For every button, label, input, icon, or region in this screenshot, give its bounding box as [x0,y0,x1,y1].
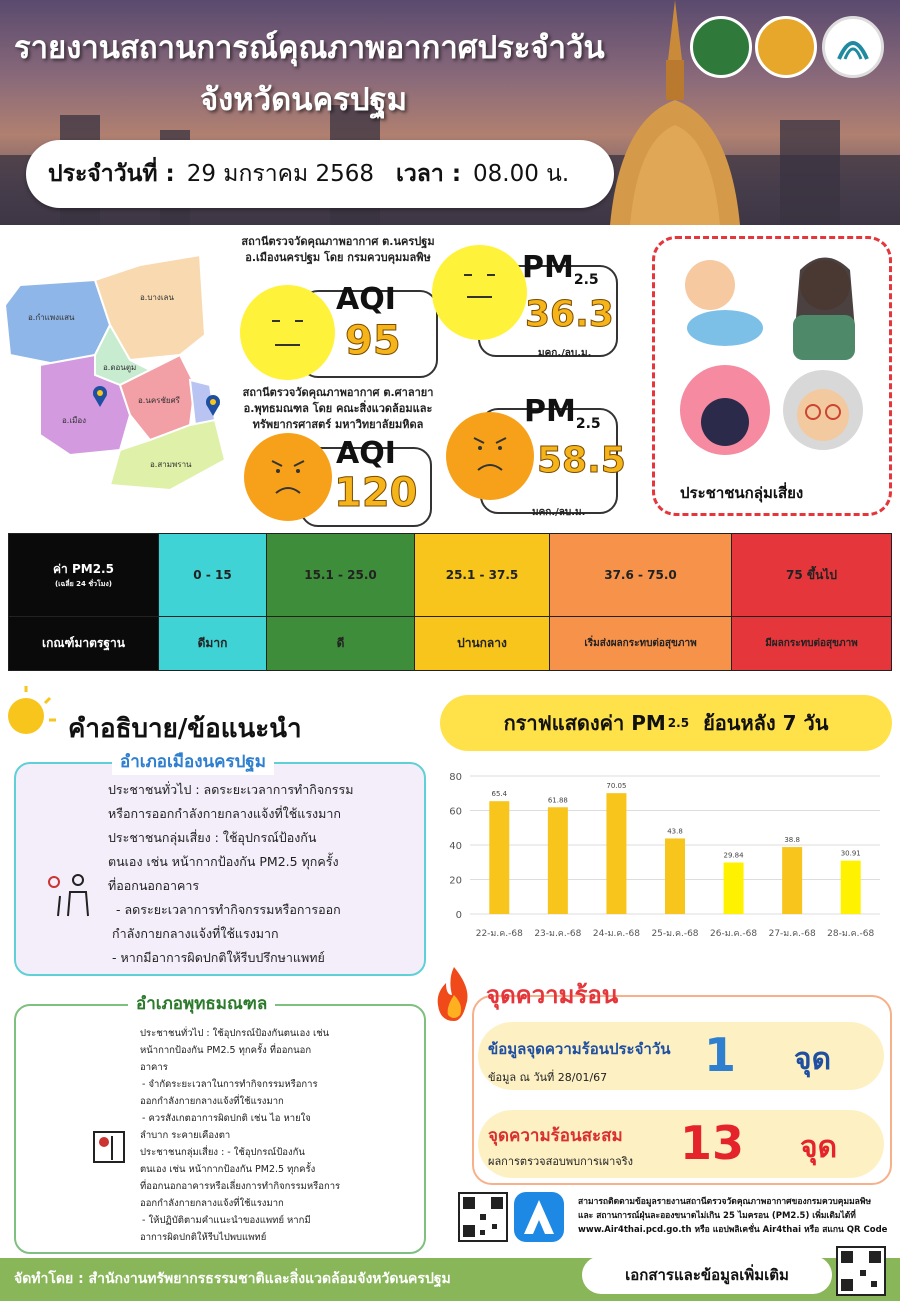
chart-bar [665,838,685,914]
hotspot-daily-sub: ข้อมูล ณ วันที่ 28/01/67 [488,1071,608,1084]
pm-range-cell: 37.6 - 75.0 [550,534,732,617]
station1-pm-label [522,250,599,288]
pollution-control-logo [822,16,884,78]
advice-line: ที่ออกนอกอาคาร [108,878,200,893]
district-kamphaeng-saen [5,280,110,365]
chart-bar [841,861,861,914]
pm-text: PM [524,394,576,429]
chart-header [440,695,892,751]
hotspot-daily-value: 1 [704,1028,737,1082]
neutral-face-icon [432,245,527,340]
hotspot-cumulative-value: 13 [680,1116,745,1170]
qr-code-icon[interactable] [836,1246,886,1296]
chart-xtick-label: 25-ม.ค.-68 [651,929,699,939]
pm-row-label-text: ค่า PM2.5 [53,562,114,577]
advice-line: - จำกัดระยะเวลาในการทำกิจกรรมหรือการ [142,1079,318,1090]
pm-level-cell: ดีมาก [159,617,267,671]
advice-line: - ลดระยะเวลาการทำกิจกรรมหรือการออก [116,902,341,917]
station2-pm-value: 58.5 [537,440,626,481]
pm-level-cell: ดี [267,617,415,671]
advice-line: อาคาร [140,1062,168,1073]
advice-line: ประชาชนทั่วไป : ใช้อุปกรณ์ป้องกันตนเอง เช่น [140,1028,330,1039]
advice-line: - ควรสังเกตอาการผิดปกติ เช่น ไอ หายใจ [142,1113,311,1124]
air4thai-app-icon[interactable] [514,1192,564,1242]
advice-line: ตนเอง เช่น หน้ากากป้องกัน PM2.5 ทุกครั้ง [140,1164,316,1175]
station2-unit: มคก./ลบ.ม. [532,507,586,518]
woman-icon [793,258,855,361]
chart-header-sub: 2.5 [667,716,690,730]
map-label: อ.ดอนตูม [103,363,137,372]
advice-title: คำอธิบาย/ข้อแนะนำ [68,714,302,744]
advice-muang-text [108,778,353,970]
chart-bar [548,807,568,914]
source-line: และ สถานการณ์ฝุ่นละอองขนาดไม่เกิน 25 ไมครอน (PM2.5) เพิ่มเติมได้ที่ [578,1211,856,1221]
cough-people-icon [44,872,100,918]
fire-icon [432,965,476,1023]
pm-level-cell: มีผลกระทบต่อสุขภาพ [732,617,892,671]
pregnant-woman-icon [680,365,770,455]
pm-row-sublabel: (เฉลี่ย 24 ชั่วโมง) [54,580,113,589]
advice-line: ลำบาก ระคายเคืองตา [140,1130,231,1141]
environment-office-logo [755,16,817,78]
chart-data-label: 70.05 [606,782,627,791]
chart-data-label: 43.8 [667,827,683,836]
advice-line: - ให้ปฏิบัติตามคำแนะนำของแพทย์ หากมี [142,1215,311,1226]
hotspot-title: จุดความร้อน [486,981,619,1009]
chart-data-label: 29.84 [723,851,744,860]
chart-xtick-label: 28-ม.ค.-68 [827,929,875,939]
station1-aqi-value: 95 [345,318,401,364]
angry-face-icon [244,433,332,521]
chart-data-label: 38.8 [784,836,800,845]
map-label: อ.กำแพงแสน [28,313,75,322]
advice-line: ประชาชนกลุ่มเสี่ยง : ใช้อุปกรณ์ป้องกัน [108,830,317,845]
hotspot-cumulative-unit: จุด [800,1130,838,1165]
pm-row-label: เกณฑ์มาตรฐาน [9,617,159,671]
mask-person-icon [92,1130,126,1164]
risk-group-label: ประชาชนกลุ่มเสี่ยง [680,484,804,502]
pm-level-cell: เริ่มส่งผลกระทบต่อสุขภาพ [550,617,732,671]
footer-org: จัดทำโดย : สำนักงานทรัพยากรธรรมชาติและสิ่งแวดล้อมจังหวัดนครปฐม [14,1271,451,1287]
risk-group-illustration [665,250,875,470]
pm-sub: 2.5 [575,416,601,432]
chart-ytick-label: 80 [449,772,462,783]
chart-bar [606,793,626,914]
hotspot-daily-label: ข้อมูลจุดความร้อนประจำวัน [488,1040,671,1058]
chart-header-prefix: กราฟแสดงค่า PM [503,711,666,735]
hotspot-daily-unit: จุด [794,1042,832,1077]
map-label: อ.เมือง [62,416,87,425]
advice-line: ตนเอง เช่น หน้ากากป้องกัน PM2.5 ทุกครั้ง [108,854,339,869]
advice-phutthamonthon-text [140,1025,340,1246]
map-label: อ.บางเลน [140,293,174,302]
advice-line: ประชาชนทั่วไป : ลดระยะเวลาการทำกิจกรรม [108,782,354,797]
date-bar [26,140,614,208]
date-value: 29 มกราคม 2568 [186,161,375,187]
neutral-face-icon [240,285,335,380]
lightbulb-icon [0,680,62,750]
advice-line: ที่ออกนอกอาคารหรือเลี่ยงการทำกิจกรรมหรือการ [140,1181,341,1192]
building [780,120,840,225]
province-map [0,245,235,500]
pm-level-row [9,617,892,671]
chart-xtick-label: 24-ม.ค.-68 [592,929,640,939]
advice-phutthamonthon-heading: อำเภอพุทธมณฑล [128,990,275,1017]
chart-bar [782,847,802,914]
chart-data-label: 30.91 [840,849,861,858]
source-line: สามารถติดตามข้อมูลรายงานสถานีตรวจวัดคุณภาพอากาศของกรมควบคุมมลพิษ [578,1197,872,1207]
chart-data-label: 61.88 [547,796,568,805]
advice-line: ออกกำลังกายกลางแจ้งที่ใช้แรงมาก [140,1096,284,1107]
baby-icon [685,260,763,346]
chart-header-suffix: ย้อนหลัง 7 วัน [703,711,829,735]
date-label: ประจำวันที่ : [48,161,175,187]
advice-line: ออกกำลังกายกลางแจ้งที่ใช้แรงมาก [140,1198,284,1209]
advice-muang-heading: อำเภอเมืองนครปฐม [112,748,274,775]
station2-aqi-label: AQI [336,436,396,471]
station1-pm-value: 36.3 [525,294,614,335]
chart-ytick-label: 40 [449,841,462,852]
hotspot-cumulative-sub: ผลการตรวจสอบพบการเผาจริง [488,1155,633,1168]
map-label: อ.นครชัยศรี [138,396,180,405]
pm-range-cell: 15.1 - 25.0 [267,534,415,617]
station2-pm-label [524,394,601,432]
pm-sub: 2.5 [573,272,599,288]
station1-aqi-label: AQI [336,282,396,317]
source-info [578,1195,888,1237]
chart-data-label: 65.4 [491,790,508,799]
advice-line: - หากมีอาการผิดปกติให้รีบปรึกษาแพทย์ [112,950,325,965]
advice-line: กำลังกายกลางแจ้งที่ใช้แรงมาก [112,926,279,941]
pm25-standard-table [8,533,892,671]
chart-ytick-label: 0 [455,910,462,921]
pm-level-cell: ปานกลาง [415,617,550,671]
header-banner [0,0,900,225]
pm-range-cell: 0 - 15 [159,534,267,617]
angry-face-icon [446,412,534,500]
pm-text: PM [522,250,574,285]
pm-range-row [9,534,892,617]
chart-ytick-label: 60 [449,806,462,818]
source-line: www.Air4thai.pcd.go.th หรือ แอปพลิเคชั่น Air4thai หรือ สแกน QR Code [578,1225,888,1235]
chart-bar [489,801,509,914]
pm-range-cell: 25.1 - 37.5 [415,534,550,617]
hotspot-cumulative-label: จุดความร้อนสะสม [488,1126,623,1146]
station1-name: สถานีตรวจวัดคุณภาพอากาศ ต.นครปฐม อ.เมืองนครปฐม โดย กรมควบคุมมลพิษ [241,235,435,264]
province-seal-logo [690,16,752,78]
chart-ytick-label: 20 [449,875,462,887]
pm-row-label [9,534,159,617]
station2-name: สถานีตรวจวัดคุณภาพอากาศ ต.ศาลายา อ.พุทธมณฑล โดย คณะสิ่งแวดล้อมและทรัพยากรศาสตร์ มหาวิทยาลัยมหิดล [242,386,434,431]
chart-xtick-label: 26-ม.ค.-68 [710,929,758,939]
time-value: 08.00 น. [473,161,570,187]
report-province: จังหวัดนครปฐม [200,82,408,118]
chart-xtick-label: 23-ม.ค.-68 [534,929,582,939]
advice-line: หน้ากากป้องกัน PM2.5 ทุกครั้ง ที่ออกนอก [140,1045,312,1056]
advice-line: หรือการออกกำลังกายกลางแจ้งที่ใช้แรงมาก [108,806,341,821]
map-label: อ.สามพราน [150,460,192,469]
qr-code-icon[interactable] [458,1192,508,1242]
station2-aqi-value: 120 [334,470,418,516]
report-title: รายงานสถานการณ์คุณภาพอากาศประจำวัน [14,30,605,66]
chart-bar [724,863,744,914]
elderly-woman-icon [783,370,863,450]
more-documents-button[interactable]: เอกสารและข้อมูลเพิ่มเติม [582,1256,832,1294]
advice-line: ประชาชนกลุ่มเสี่ยง : - ใช้อุปกรณ์ป้องกัน [140,1147,305,1158]
pm-range-cell: 75 ขึ้นไป [732,534,892,617]
station1-unit: มคก./ลบ.ม. [538,348,592,359]
pm25-bar-chart [440,762,892,952]
time-label: เวลา : [396,161,462,187]
advice-line: อาการผิดปกติให้รีบไปพบแพทย์ [140,1232,267,1243]
chart-xtick-label: 27-ม.ค.-68 [768,929,816,939]
chart-xtick-label: 22-ม.ค.-68 [475,929,523,939]
